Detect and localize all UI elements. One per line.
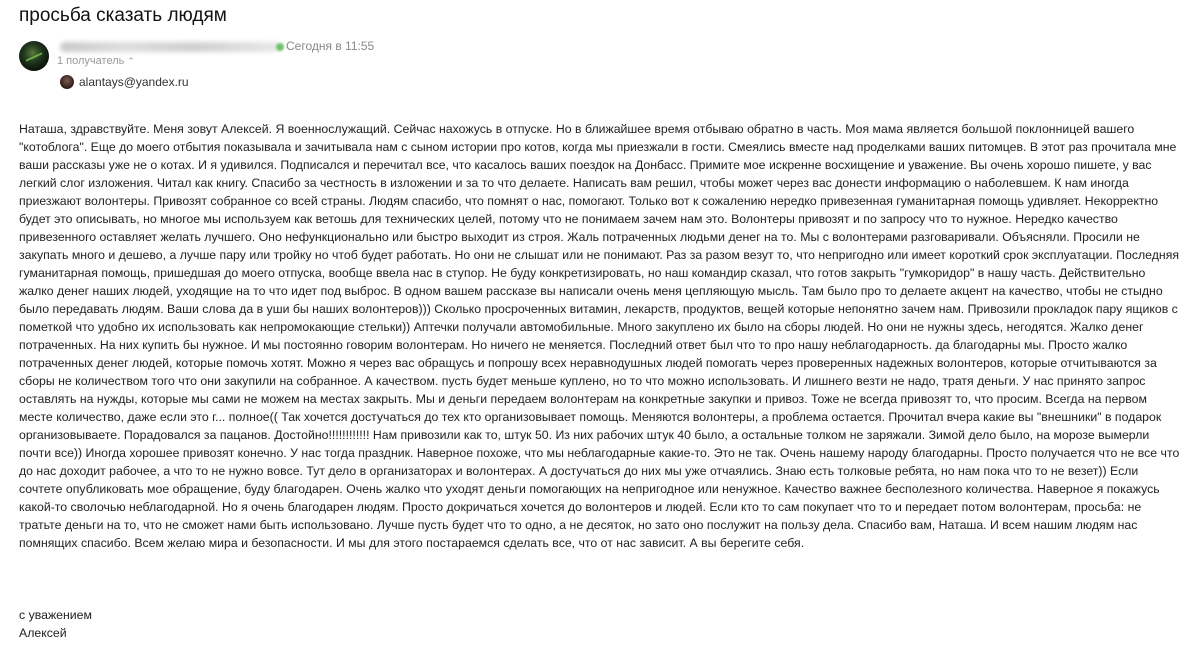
signature-name: Алексей	[19, 626, 67, 640]
recipient-email[interactable]: alantays@yandex.ru	[79, 75, 189, 89]
recipient-item[interactable]	[60, 74, 189, 90]
email-body-text: Наташа, здравствуйте. Меня зовут Алексей. Я военнослужащий. Сейчас нахожусь в отпуске. Но в ближайшее время отбываю обратно в часть. Моя мама является большой поклонницей вашего "котоблога". Еще до моего отбытия показывала и зачитывала нам с сыном истории про котов, когда мы приезжали в гости. Смеялись вместе над проделками ваших питомцев. В этот раз прочитала мне ваши рассказы уже не о котах. И я удивился. Подписался и перечитал все, что касалось ваших поездок на Донбасс. Примите мое искренне восхищение и уважение. Вы очень хорошо пишете, у вас легкий слог изложения. Читал как книгу. Спасибо за честность в изложении и за то что делаете. Написать вам решил, чтобы может через вас донести информацию о наболевшем. К нам иногда приезжают волонтеры. Привозят собранное со всей страны. Людям спасибо, что помнят о нас, помогают. Только вот к сожалению нередко привезенная гуманитарная помощь удивляет. Некорректно будет это описывать, но многое мы используем как ветошь для технических целей, потому что не понимаем зачем нам это. Волонтеры привозят и по запросу что то нужное. Нередко качество привезенного оставляет желать лучшего. Оно нефункционально или быстро выходит из строя. Жаль потраченных людьми денег на то. Мы с волонтерами разговаривали. Объясняли. Просили не закупать много и дешево, а лучше пару или тройку но чтоб будет работать. Но они не слышат или не понимают. Раз за разом везут то, что непригодно или имеет короткий срок эксплуатации. Последняя гуманитарная помощь, пришедшая до моего отпуска, вообще ввела нас в ступор. Не буду конкретизировать, но наш командир сказал, что готов закрыть "гумкоридор" в нашу часть. Действительно жалко денег наших людей, уходящие на то что идет под выброс. В одном вашем рассказе вы написали очень меня цепляющую мысль. Там было про то делаете акцент на качество, чтобы не стыдно было передавать людям. Ваши слова да в уши бы наших волонтеров))) Сколько просроченных витамин, лекарств, продуктов, вещей которые непонятно зачем нам. Привозили прокладок пару ящиков с пометкой что удобно их использовать как непромокающие стельки)) Аптечки получали автомобильные. Много закуплено их было на сборы людей. Но они не нужны здесь, негодятся. Жалко денег потраченных. На них купить бы нужное. И мы постоянно говорим волонтерам. Но ничего не меняется. Последний ответ был что то про нашу неблагодарность. да благодарны мы. Просто жалко потраченных денег людей, которые помочь хотят. Можно я через вас обращусь и попрошу всех неравнодушных людей помогать через проверенных надежных волонтеров, которые отчитываются за сборы не количеством того что они закупили на собранное. А качеством. пусть будет меньше куплено, но то что можно использовать. И лишнего везти не надо, тратя деньги. У нас принято запрос оставлять на нужды, которые мы сами не можем на местах закрыть. Мы и деньги передаем волонтерам на конкретные закупки и привоз. Тоже не всегда привозят то, что просим. Всегда на первом месте количество, даже если это г... полное(( Так хочется достучаться до тех кто организовывает помощь. Меняются волонтеры, а проблема остается. Прочитал вчера какие вы "внешники" в подарок организовываете. Порадовался за пацанов. Достойно!!!!!!!!!!!! Нам привозили как то, штук 50. Из них рабочих штук 40 было, а остальные толком не заряжали. Зимой дело было, на морозе вымерли почти все)) Иногда хорошее привозят конечно. У нас тогда праздник. Наверное похоже, что мы неблагодарные какие-то. Это не так. Очень нашему народу благодарны. Просто получается что не все что до нас доходит рабочее, а что то не нужно вовсе. Тут дело в организаторах и волонтерах. А достучаться до них мы уже отчаялись. Знаю есть толковые ребята, но нам пока что то не везет)) Если сочтете опубликовать мое обращение, буду благодарен. Очень жалко что уходят деньги помогающих на непригодное или ненужное. Качество важнее бесполезного количества. Наверное я покажусь какой-то сволочью неблагодарной. Но я очень благодарен людям. Просто докричаться хочется до волонтеров и людей. Если кто то сам покупает что то и передает потом волонтерам, просьба: не тратьте деньги на то, что не сможет нами быть использовано. Лучше пусть будет что то одно, а не десяток, но зато оно послужит на пользу дела. Спасибо вам, Наташа. И всем нашим людям нас помнящих спасибо. Всем желаю мира и безопасности. И мы для этого постараемся сделать все, что от нас зависит. А вы берегите себя.	[19, 122, 1180, 550]
chevron-up-icon: ⌃	[127, 56, 135, 66]
email-body	[19, 120, 1181, 552]
sender-avatar[interactable]	[19, 41, 49, 71]
sender-name-blurred[interactable]	[60, 42, 280, 52]
email-signature	[19, 606, 92, 642]
email-date: Сегодня в 11:55	[286, 39, 375, 53]
recipient-avatar	[60, 75, 74, 89]
signature-closing: с уважением	[19, 608, 92, 622]
recipients-count-label: 1 получатель	[57, 55, 125, 67]
email-subject: просьба сказать людям	[19, 5, 227, 26]
recipients-toggle[interactable]	[57, 55, 135, 67]
online-status-icon	[276, 43, 284, 51]
